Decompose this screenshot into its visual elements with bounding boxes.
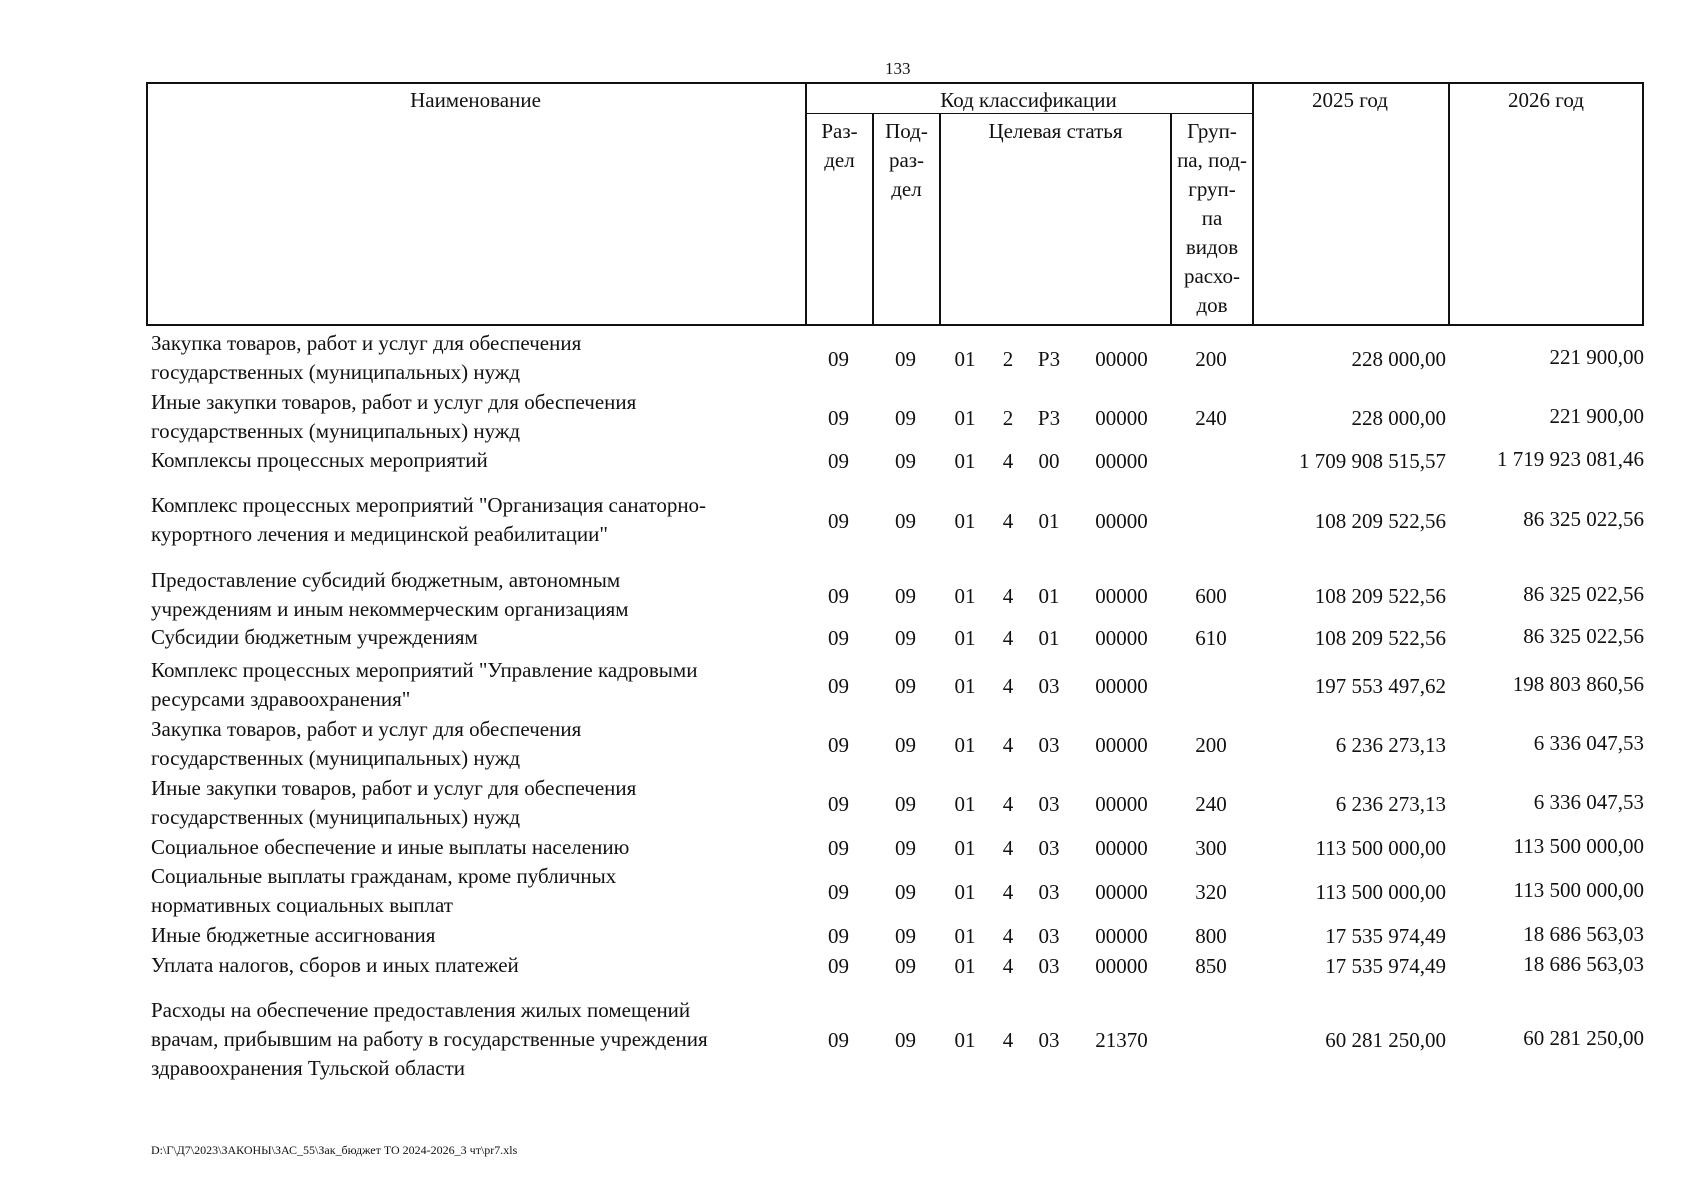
cell-r: 09 bbox=[828, 924, 849, 948]
header-section: Раз- дел bbox=[821, 119, 858, 172]
cell-t4: 00000 bbox=[1095, 836, 1148, 860]
cell-t2: 4 bbox=[1002, 626, 1014, 650]
cell-p: 09 bbox=[895, 347, 916, 371]
header-target-article: Целевая статья bbox=[988, 119, 1123, 143]
cell-t4: 00000 bbox=[1095, 880, 1148, 904]
cell-2026: 113 500 000,00 bbox=[1513, 878, 1644, 902]
cell-r: 09 bbox=[828, 347, 849, 371]
cell-r: 09 bbox=[828, 836, 849, 860]
cell-p: 09 bbox=[895, 449, 916, 473]
cell-p: 09 bbox=[895, 880, 916, 904]
cell-t3: 01 bbox=[1038, 626, 1060, 650]
cell-t3: 01 bbox=[1038, 509, 1060, 533]
row-name: Предоставление субсидий бюджетным, автономным учреждениям и иным некоммерческим организациям bbox=[151, 568, 629, 621]
row-name: Комплекс процессных мероприятий "Управление кадровыми ресурсами здравоохранения" bbox=[151, 658, 698, 711]
row-name: Комплекс процессных мероприятий "Организация санаторно- курортного лечения и медицинской реабилитации" bbox=[151, 493, 707, 546]
cell-2025: 228 000,00 bbox=[1351, 347, 1446, 371]
cell-t1: 01 bbox=[954, 924, 976, 948]
cell-2025: 108 209 522,56 bbox=[1314, 626, 1446, 650]
cell-t2: 4 bbox=[1002, 1028, 1014, 1052]
cell-t4: 00000 bbox=[1095, 954, 1148, 978]
cell-p: 09 bbox=[895, 733, 916, 757]
cell-g: 240 bbox=[1195, 406, 1227, 430]
cell-t4: 00000 bbox=[1095, 792, 1148, 816]
cell-t2: 4 bbox=[1002, 954, 1014, 978]
cell-2026: 86 325 022,56 bbox=[1523, 624, 1644, 648]
cell-p: 09 bbox=[895, 674, 916, 698]
cell-2025: 113 500 000,00 bbox=[1315, 880, 1446, 904]
file-path-footer: D:\Г\Д7\2023\ЗАКОНЫ\ЗАС_55\Зак_бюджет ТО 2024-2026_3 чт\pr7.xls bbox=[151, 1143, 518, 1157]
cell-g: 200 bbox=[1195, 733, 1227, 757]
cell-t1: 01 bbox=[954, 792, 976, 816]
cell-p: 09 bbox=[895, 792, 916, 816]
cell-2025: 60 281 250,00 bbox=[1325, 1028, 1446, 1052]
cell-r: 09 bbox=[828, 792, 849, 816]
cell-t4: 00000 bbox=[1095, 674, 1148, 698]
cell-t2: 4 bbox=[1002, 733, 1014, 757]
cell-t4: 21370 bbox=[1095, 1028, 1148, 1052]
cell-t4: 00000 bbox=[1095, 584, 1148, 608]
cell-2025: 108 209 522,56 bbox=[1314, 584, 1446, 608]
header-year1: 2025 год bbox=[1312, 88, 1388, 112]
cell-t3: 03 bbox=[1038, 674, 1060, 698]
cell-t3: 03 bbox=[1038, 792, 1060, 816]
row-name: Расходы на обеспечение предоставления жилых помещений врачам, прибывшим на работу в государственные учреждения здравоохранения Тульской области bbox=[151, 998, 708, 1080]
cell-p: 09 bbox=[895, 406, 916, 430]
row-name: Иные бюджетные ассигнования bbox=[151, 923, 436, 947]
cell-2026: 86 325 022,56 bbox=[1523, 507, 1644, 531]
cell-2026: 18 686 563,03 bbox=[1523, 952, 1644, 976]
cell-g: 200 bbox=[1195, 347, 1227, 371]
cell-2025: 17 535 974,49 bbox=[1325, 924, 1446, 948]
cell-t1: 01 bbox=[954, 584, 976, 608]
cell-t2: 2 bbox=[1002, 347, 1014, 371]
cell-t3: 03 bbox=[1038, 733, 1060, 757]
row-name: Социальное обеспечение и иные выплаты населению bbox=[151, 835, 630, 859]
page-number: 133 bbox=[885, 59, 911, 78]
cell-t3: Р3 bbox=[1037, 406, 1061, 430]
header-group: Груп- па, под- груп- па видов расхо- дов bbox=[1177, 119, 1247, 317]
cell-g: 610 bbox=[1195, 626, 1227, 650]
cell-2025: 228 000,00 bbox=[1351, 406, 1446, 430]
cell-t2: 4 bbox=[1002, 792, 1014, 816]
cell-t1: 01 bbox=[954, 1028, 976, 1052]
header-code: Код классификации bbox=[940, 88, 1117, 112]
cell-t1: 01 bbox=[954, 954, 976, 978]
cell-t3: 03 bbox=[1038, 924, 1060, 948]
row-name: Уплата налогов, сборов и иных платежей bbox=[151, 953, 519, 977]
cell-r: 09 bbox=[828, 733, 849, 757]
cell-t4: 00000 bbox=[1095, 449, 1148, 473]
cell-g: 300 bbox=[1195, 836, 1227, 860]
divider-code bbox=[1252, 82, 1254, 326]
cell-t1: 01 bbox=[954, 449, 976, 473]
cell-t2: 4 bbox=[1002, 880, 1014, 904]
divider-year bbox=[1448, 82, 1450, 326]
cell-t1: 01 bbox=[954, 674, 976, 698]
cell-g: 800 bbox=[1195, 924, 1227, 948]
cell-t2: 2 bbox=[1002, 406, 1014, 430]
cell-2025: 1 709 908 515,57 bbox=[1299, 449, 1446, 473]
row-name: Иные закупки товаров, работ и услуг для обеспечения государственных (муниципальных) нужд bbox=[151, 390, 637, 443]
cell-g: 850 bbox=[1195, 954, 1227, 978]
cell-r: 09 bbox=[828, 509, 849, 533]
header-name: Наименование bbox=[410, 88, 541, 112]
cell-r: 09 bbox=[828, 449, 849, 473]
cell-t2: 4 bbox=[1002, 924, 1014, 948]
cell-2026: 113 500 000,00 bbox=[1513, 834, 1644, 858]
cell-2026: 221 900,00 bbox=[1549, 404, 1644, 428]
cell-t1: 01 bbox=[954, 880, 976, 904]
cell-p: 09 bbox=[895, 954, 916, 978]
cell-p: 09 bbox=[895, 626, 916, 650]
row-name: Иные закупки товаров, работ и услуг для обеспечения государственных (муниципальных) нужд bbox=[151, 776, 637, 829]
row-name: Закупка товаров, работ и услуг для обеспечения государственных (муниципальных) нужд bbox=[151, 717, 582, 770]
cell-2026: 60 281 250,00 bbox=[1523, 1026, 1644, 1050]
cell-2026: 6 336 047,53 bbox=[1533, 790, 1644, 814]
cell-r: 09 bbox=[828, 406, 849, 430]
cell-t2: 4 bbox=[1002, 584, 1014, 608]
cell-r: 09 bbox=[828, 954, 849, 978]
cell-t1: 01 bbox=[954, 626, 976, 650]
cell-t4: 00000 bbox=[1095, 509, 1148, 533]
cell-p: 09 bbox=[895, 509, 916, 533]
cell-r: 09 bbox=[828, 584, 849, 608]
row-name: Субсидии бюджетным учреждениям bbox=[151, 625, 478, 649]
cell-2025: 6 236 273,13 bbox=[1335, 792, 1446, 816]
cell-r: 09 bbox=[828, 626, 849, 650]
cell-2026: 221 900,00 bbox=[1549, 345, 1644, 369]
cell-2025: 113 500 000,00 bbox=[1315, 836, 1446, 860]
row-name: Социальные выплаты гражданам, кроме публичных нормативных социальных выплат bbox=[151, 864, 617, 917]
cell-t1: 01 bbox=[954, 836, 976, 860]
cell-t3: 03 bbox=[1038, 836, 1060, 860]
cell-t4: 00000 bbox=[1095, 406, 1148, 430]
cell-t4: 00000 bbox=[1095, 733, 1148, 757]
cell-2026: 6 336 047,53 bbox=[1533, 731, 1644, 755]
cell-r: 09 bbox=[828, 880, 849, 904]
cell-2025: 197 553 497,62 bbox=[1314, 674, 1446, 698]
cell-p: 09 bbox=[895, 1028, 916, 1052]
cell-t3: 01 bbox=[1038, 584, 1060, 608]
cell-2026: 18 686 563,03 bbox=[1523, 922, 1644, 946]
cell-2025: 6 236 273,13 bbox=[1335, 733, 1446, 757]
cell-g: 320 bbox=[1195, 880, 1227, 904]
cell-t2: 4 bbox=[1002, 449, 1014, 473]
cell-p: 09 bbox=[895, 836, 916, 860]
cell-t4: 00000 bbox=[1095, 626, 1148, 650]
cell-2026: 86 325 022,56 bbox=[1523, 582, 1644, 606]
cell-t4: 00000 bbox=[1095, 347, 1148, 371]
cell-t2: 4 bbox=[1002, 509, 1014, 533]
cell-2026: 1 719 923 081,46 bbox=[1497, 447, 1644, 471]
cell-2025: 108 209 522,56 bbox=[1314, 509, 1446, 533]
cell-t1: 01 bbox=[954, 733, 976, 757]
cell-t2: 4 bbox=[1002, 674, 1014, 698]
cell-t1: 01 bbox=[954, 406, 976, 430]
cell-r: 09 bbox=[828, 674, 849, 698]
cell-r: 09 bbox=[828, 1028, 849, 1052]
header-year2: 2026 год bbox=[1508, 88, 1584, 112]
cell-p: 09 bbox=[895, 584, 916, 608]
cell-t1: 01 bbox=[954, 347, 976, 371]
cell-t3: 00 bbox=[1038, 449, 1060, 473]
row-name: Комплексы процессных мероприятий bbox=[151, 448, 488, 472]
cell-t3: 03 bbox=[1038, 880, 1060, 904]
cell-t4: 00000 bbox=[1095, 924, 1148, 948]
cell-g: 240 bbox=[1195, 792, 1227, 816]
cell-t2: 4 bbox=[1002, 836, 1014, 860]
cell-g: 600 bbox=[1195, 584, 1227, 608]
cell-2026: 198 803 860,56 bbox=[1512, 672, 1644, 696]
cell-t3: Р3 bbox=[1037, 347, 1061, 371]
cell-2025: 17 535 974,49 bbox=[1325, 954, 1446, 978]
cell-t3: 03 bbox=[1038, 1028, 1060, 1052]
cell-t3: 03 bbox=[1038, 954, 1060, 978]
cell-t1: 01 bbox=[954, 509, 976, 533]
cell-p: 09 bbox=[895, 924, 916, 948]
header-subsection: Под- раз- дел bbox=[885, 119, 928, 201]
row-name: Закупка товаров, работ и услуг для обеспечения государственных (муниципальных) нужд bbox=[151, 331, 582, 384]
